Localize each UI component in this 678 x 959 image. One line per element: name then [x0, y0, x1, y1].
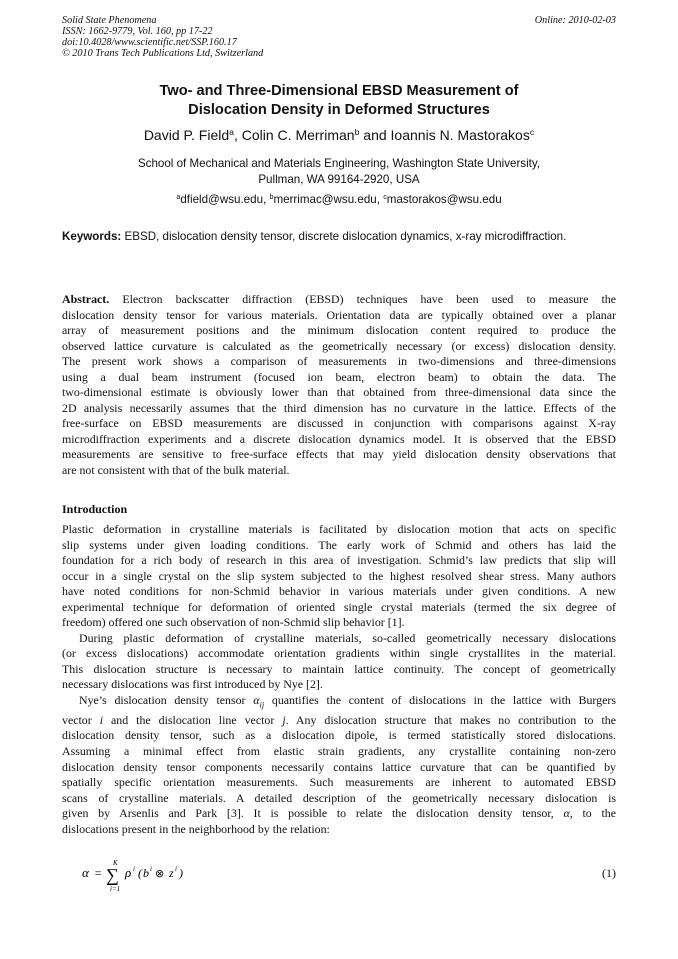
abstract-line: observed lattice curvature is calculated as the geometrically necessary (or excess) dislocation density.	[62, 338, 616, 353]
text-line: Assuming a minimal effect from elastic strain gradients, any crystallite containing non-zero	[62, 744, 616, 759]
math-symbol: α	[563, 806, 570, 821]
keywords	[62, 229, 616, 245]
journal-issn: ISSN: 1662-9779, Vol. 160, pp 17-22	[62, 26, 213, 37]
text-line: experimental technique for deformation of oriented single crystal materials (termed the six degree of	[62, 599, 616, 614]
journal-name: Solid State Phenomena	[62, 15, 157, 26]
text-line: During plastic deformation of crystalline materials, so-called geometrically necessary dislocations	[79, 630, 616, 645]
abstract-line: The present work shows a comparison of measurements in two-dimensions and three-dimensions	[62, 354, 616, 369]
abstract-line: are not consistent with that of the bulk material.	[62, 463, 290, 478]
eq-otimes: ⊗	[155, 867, 165, 880]
eq-paren: )	[179, 866, 183, 880]
math-symbol: j	[282, 712, 286, 727]
author-affil-mark: c	[529, 127, 535, 138]
paragraph	[62, 693, 616, 837]
text-line: dislocation density tensor, such as a dislocation dipole, is termed statistically stored dislocations.	[62, 728, 616, 743]
paragraph	[62, 631, 616, 693]
title-line: Two- and Three-Dimensional EBSD Measurement of	[159, 83, 519, 99]
eq-sum-lower: i=1	[110, 885, 121, 893]
abstract-label: Abstract.	[62, 292, 110, 306]
text-line: given by Arsenlis and Park [3]. It is possible to relate the dislocation density tensor, α, to the	[62, 806, 616, 821]
journal-header	[62, 15, 616, 59]
equation	[82, 860, 616, 892]
abstract	[62, 292, 616, 479]
math-symbol: i	[99, 712, 104, 727]
author-conjunction: and	[363, 127, 387, 143]
keywords-text: EBSD, dislocation density tensor, discrete dislocation dynamics, x-ray microdiffraction.	[124, 230, 567, 243]
abstract-line: measurements are sensitive to free-surface effects that may yield dislocation density observations that	[62, 447, 616, 462]
journal-copyright: © 2010 Trans Tech Publications Ltd, Switzerland	[62, 48, 264, 59]
eq-lhs: α	[82, 865, 89, 880]
author-affil-mark: b	[354, 127, 360, 138]
math-subscript: ij	[259, 700, 265, 710]
equation-formula	[82, 860, 222, 894]
abstract-line: dislocation density tensor for various materials. Orientation data are typically obtained over a planar	[62, 307, 616, 322]
text-line: vector i and the dislocation line vector j. Any dislocation structure that makes no contribution to the	[62, 712, 616, 727]
text-line: dislocations present in the neighborhood by the relation:	[62, 821, 330, 836]
text-line: Plastic deformation in crystalline materials is facilitated by dislocation motion that acts on specific	[62, 522, 616, 536]
eq-equals: =	[94, 866, 103, 880]
author-name: Colin C. Merriman	[241, 127, 355, 143]
abstract-line: Abstract. Electron backscatter diffraction (EBSD) techniques have been used to measure the	[62, 292, 616, 306]
affiliation	[62, 156, 616, 188]
author-affil-mark: a	[229, 127, 234, 138]
eq-sum-upper: K	[113, 859, 118, 867]
author-list: David P. Field$^a$, Colin C. Merriman$^b$ and Ioannis N. Mastorakos$^c$	[143, 127, 535, 143]
text-line: Nye’s dislocation density tensor $\alpha_{ij}$ quantifies the content of dislocations in the lattice with Burgers	[79, 693, 616, 710]
abstract-line: two-dimensional estimate is obviously lower than that obtained from three-dimensional data since the	[62, 385, 616, 400]
text-line: This dislocation structure is necessary to maintain lattice continuity. The concept of geometrically	[62, 661, 616, 676]
text-line: necessary dislocations was first introduced by Nye [2].	[62, 677, 323, 692]
eq-z: z	[169, 866, 174, 880]
affiliation-line: School of Mechanical and Materials Engineering, Washington State University,	[137, 157, 541, 170]
introduction-body	[62, 522, 616, 837]
email-mark: b	[269, 192, 274, 202]
text-line: spatially specific orientation measurements. Such measurements are inherent to automated EBSD	[62, 775, 616, 790]
paper-title	[62, 82, 616, 120]
text-line: slip systems under given loading conditions. The early work of Schmid and others has laid the	[62, 537, 616, 552]
email-link[interactable]: merrimac@wsu.edu	[273, 193, 377, 206]
eq-b-sup: i	[150, 865, 152, 873]
eq-paren: (	[138, 866, 142, 880]
eq-b: b	[143, 866, 149, 880]
text-line: freedom) offered one such observation of non-Schmid slip behavior [1].	[62, 615, 405, 630]
text-line: occur in a single crystal on the slip system subjected to the highest resolved shear stress. Many authors	[62, 568, 616, 583]
journal-doi[interactable]: doi:10.4028/www.scientific.net/SSP.160.17	[62, 37, 237, 48]
affiliation-line: Pullman, WA 99164-2920, USA	[258, 173, 420, 186]
math-symbol: α	[253, 693, 260, 708]
online-date: Online: 2010-02-03	[534, 15, 616, 26]
author-emails: $^a$dfield@wsu.edu, $^b$merrimac@wsu.edu, $^c$mastorakos@wsu.edu	[176, 192, 502, 206]
author-name: David P. Field	[143, 127, 230, 143]
email-link[interactable]: mastorakos@wsu.edu	[386, 193, 502, 206]
text-line: (or excess dislocations) accommodate orientation gradients within single crystallites in the material.	[62, 646, 616, 661]
author-name: Ioannis N. Mastorakos	[390, 127, 530, 143]
text-line: foundation for a rich body of research in this area of investigation. Schmid’s law predicts that slip will	[62, 553, 616, 568]
email-mark: c	[383, 192, 387, 202]
abstract-line: array of measurement positions and the minimum dislocation content required to produce the	[62, 323, 616, 338]
abstract-line: free-surface on EBSD measurements are discussed in conjunction with comparisons against X-ray	[62, 416, 616, 431]
text-line: scans of crystalline materials. A detailed description of the geometrically necessary dislocation is	[62, 790, 616, 805]
journal-info	[62, 15, 616, 59]
abstract-line: using a dual beam instrument (focused ion beam, electron beam) to obtain the data. The	[62, 369, 616, 384]
paragraph	[62, 522, 616, 631]
section-heading: Introduction	[62, 502, 128, 516]
email-link[interactable]: dfield@wsu.edu	[180, 193, 264, 206]
text-line: have noted conditions for non-Schmid behavior in various materials under given conditions. A new	[62, 584, 616, 599]
text-line: dislocation density tensor components necessarily contains lattice curvature that can be quantified by	[62, 759, 616, 774]
abstract-line: 2D analysis necessarily assumes that the third dimension has no curvature in the lattice. Effects of the	[62, 400, 616, 415]
keywords-label: Keywords:	[62, 230, 122, 243]
eq-rho-sup: i	[133, 865, 135, 873]
email-mark: a	[176, 192, 181, 202]
equation-number: (1)	[602, 866, 616, 880]
title-line: Dislocation Density in Deformed Structures	[188, 102, 490, 118]
eq-sum-sign: ∑	[106, 865, 119, 885]
abstract-line: microdiffraction experiments and a discrete dislocation dynamics model. It is observed that the EBSD	[62, 431, 616, 446]
eq-rho: ρ	[125, 865, 132, 880]
eq-z-sup: i	[175, 865, 177, 873]
